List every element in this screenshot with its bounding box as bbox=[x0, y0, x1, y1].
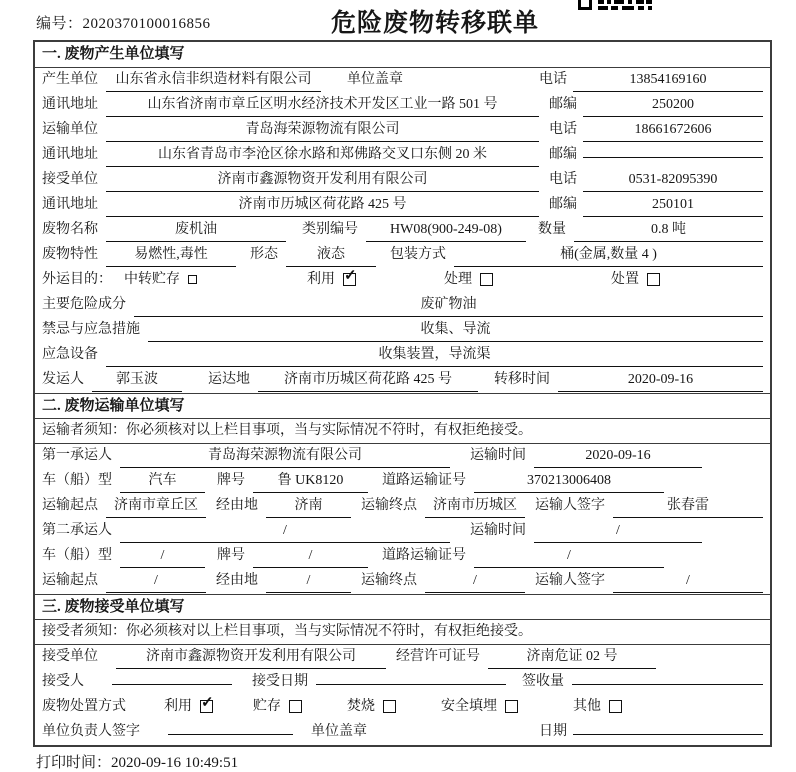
route-start-value: 济南市章丘区 bbox=[106, 494, 206, 518]
transporter-address-value: 山东省青岛市李沧区徐水路和郑佛路交叉口东侧 20 米 bbox=[106, 143, 539, 167]
carrier1-value: 青岛海荣源物流有限公司 bbox=[120, 444, 450, 468]
carrier1-label: 第一承运人 bbox=[42, 448, 112, 463]
option-label: 焚烧 bbox=[347, 699, 375, 714]
route2-row bbox=[35, 569, 770, 594]
transporter-address-row bbox=[35, 143, 770, 168]
option-label: 利用 bbox=[307, 272, 335, 287]
print-time bbox=[36, 751, 238, 772]
plate-label: 牌号 bbox=[217, 473, 245, 488]
route-end-label: 运输终点 bbox=[361, 573, 417, 588]
receiver-row bbox=[35, 168, 770, 193]
vehicle-type-value: / bbox=[120, 544, 205, 568]
section2-header: 二. 废物运输单位填写 bbox=[35, 393, 770, 419]
purpose-label: 外运目的： bbox=[42, 272, 112, 287]
recipient-label: 接受人 bbox=[42, 674, 84, 689]
option-label: 利用 bbox=[164, 699, 192, 714]
responsible-sign-label: 单位负责人签字 bbox=[42, 724, 140, 739]
producer-value: 山东省永信非织造材料有限公司 bbox=[106, 68, 321, 92]
plate-value: 鲁 UK8120 bbox=[253, 469, 368, 493]
route-via-value: 济南 bbox=[266, 494, 351, 518]
producer-address-row bbox=[35, 93, 770, 118]
transfer-time-label: 转移时间 bbox=[494, 372, 550, 387]
plate-label: 牌号 bbox=[217, 548, 245, 563]
carrier2-value: / bbox=[120, 519, 450, 543]
route-end-value: / bbox=[425, 569, 525, 593]
option-label: 处理 bbox=[444, 272, 472, 287]
carrier2-row bbox=[35, 519, 770, 544]
checkbox-icon bbox=[609, 700, 622, 713]
document-header bbox=[0, 0, 796, 40]
route1-row bbox=[35, 494, 770, 519]
plate-value: / bbox=[253, 544, 368, 568]
dest-value: 济南市历城区荷花路 425 号 bbox=[258, 368, 478, 392]
checkbox-icon bbox=[200, 700, 213, 713]
address-label: 通讯地址 bbox=[42, 147, 98, 162]
waste-form-value: 液态 bbox=[286, 243, 376, 267]
carrier-sign-value: / bbox=[613, 569, 763, 593]
serial-label: 编号： bbox=[36, 16, 83, 32]
business-permit-label: 经营许可证号 bbox=[396, 649, 480, 664]
waste-name-row bbox=[35, 218, 770, 243]
measures-value: 收集、导流 bbox=[148, 318, 763, 342]
receiver-notice-row bbox=[35, 620, 770, 645]
accept-date-label: 接受日期 bbox=[252, 674, 308, 689]
disposal-label: 废物处置方式 bbox=[42, 699, 126, 714]
page-title: 危险废物转移联单 bbox=[330, 10, 539, 37]
equipment-label: 应急设备 bbox=[42, 347, 98, 362]
waste-qty-label: 数量 bbox=[538, 222, 566, 237]
vehicle-type-label: 车（船）型 bbox=[42, 473, 112, 488]
producer-phone-group bbox=[539, 68, 763, 92]
waste-form-label: 形态 bbox=[250, 247, 278, 262]
checkbox-icon bbox=[480, 273, 493, 286]
carrier1-row bbox=[35, 444, 770, 469]
checkbox-icon bbox=[383, 700, 396, 713]
route-end-value: 济南市历城区 bbox=[425, 494, 525, 518]
hazard-value: 废矿物油 bbox=[134, 293, 763, 317]
option-label: 处置 bbox=[611, 272, 639, 287]
date-group bbox=[539, 720, 763, 743]
disposal-option-utilize bbox=[164, 695, 213, 718]
phone-label: 电话 bbox=[539, 72, 567, 87]
route-via-label: 经由地 bbox=[216, 498, 258, 513]
dispatch-label: 发运人 bbox=[42, 372, 84, 387]
disposal-option-store bbox=[253, 695, 302, 718]
transporter-phone-value: 18661672606 bbox=[583, 118, 763, 142]
manifest-form bbox=[33, 40, 772, 747]
route-via-label: 经由地 bbox=[216, 573, 258, 588]
waste-pack-value: 桶(金属,数量 4 ) bbox=[454, 243, 763, 267]
hazard-label: 主要危险成分 bbox=[42, 297, 126, 312]
address-label: 通讯地址 bbox=[42, 197, 98, 212]
producer-phone-value: 13854169160 bbox=[573, 68, 763, 92]
purpose-option-treat bbox=[444, 268, 493, 291]
road-permit-value: 370213006408 bbox=[474, 469, 664, 493]
signed-qty-label: 签收量 bbox=[522, 674, 564, 689]
receiver-zip-group bbox=[539, 193, 763, 217]
road-permit-label: 道路运输证号 bbox=[382, 548, 466, 563]
zip-label: 邮编 bbox=[549, 147, 577, 162]
producer-seal-label: 单位盖章 bbox=[347, 72, 403, 87]
measures-label: 禁忌与应急措施 bbox=[42, 322, 140, 337]
measures-row bbox=[35, 318, 770, 343]
waste-code-value: HW08(900-249-08) bbox=[366, 218, 526, 242]
zip-label: 邮编 bbox=[549, 197, 577, 212]
checkbox-icon bbox=[289, 700, 302, 713]
vehicle-type-value: 汽车 bbox=[120, 469, 205, 493]
purpose-option-utilize bbox=[307, 268, 356, 291]
phone-label: 电话 bbox=[549, 172, 577, 187]
purpose-option-dispose bbox=[611, 268, 660, 291]
date-value bbox=[573, 734, 763, 735]
waste-traits-value: 易燃性,毒性 bbox=[106, 243, 236, 267]
route-start-label: 运输起点 bbox=[42, 573, 98, 588]
dispatch-value: 郭玉波 bbox=[92, 368, 182, 392]
equipment-row bbox=[35, 343, 770, 368]
vehicle2-row bbox=[35, 544, 770, 569]
accepting-unit-value: 济南市鑫源物资开发利用有限公司 bbox=[116, 645, 386, 669]
transporter-phone-group bbox=[539, 118, 763, 142]
producer-row bbox=[35, 68, 770, 93]
accepting-unit-row bbox=[35, 645, 770, 670]
transport-time-value: 2020-09-16 bbox=[534, 444, 702, 468]
route-end-label: 运输终点 bbox=[361, 498, 417, 513]
print-time-value: 2020-09-16 10:49:51 bbox=[111, 755, 239, 771]
receiver-zip-value: 250101 bbox=[583, 193, 763, 217]
responsible-sign-value bbox=[168, 734, 293, 735]
road-permit-label: 道路运输证号 bbox=[382, 473, 466, 488]
disposal-option-other bbox=[573, 695, 622, 718]
transporter-label: 运输单位 bbox=[42, 122, 98, 137]
section3-header: 三. 废物接受单位填写 bbox=[35, 594, 770, 620]
qr-code-icon bbox=[578, 0, 652, 10]
transport-time-label: 运输时间 bbox=[470, 448, 526, 463]
route-start-label: 运输起点 bbox=[42, 498, 98, 513]
waste-qty-value: 0.8 吨 bbox=[574, 218, 763, 242]
phone-label: 电话 bbox=[549, 122, 577, 137]
disposal-option-landfill bbox=[441, 695, 518, 718]
transporter-row bbox=[35, 118, 770, 143]
option-label: 贮存 bbox=[253, 699, 281, 714]
receiver-label: 接受单位 bbox=[42, 172, 98, 187]
date-label: 日期 bbox=[539, 724, 567, 739]
recipient-value bbox=[112, 684, 232, 685]
producer-zip-value: 250200 bbox=[583, 93, 763, 117]
carrier-sign-label: 运输人签字 bbox=[535, 498, 605, 513]
option-label: 中转贮存 bbox=[124, 272, 180, 287]
checkbox-icon bbox=[188, 275, 197, 284]
producer-label: 产生单位 bbox=[42, 72, 98, 87]
receiver-address-row bbox=[35, 193, 770, 218]
checkbox-icon bbox=[343, 273, 356, 286]
waste-name-value: 废机油 bbox=[106, 218, 286, 242]
carrier-sign-label: 运输人签字 bbox=[535, 573, 605, 588]
transporter-notice-text: 运输者须知：你必须核对以上栏目事项，当与实际情况不符时，有权拒绝接受。 bbox=[42, 423, 532, 438]
transport-time-label: 运输时间 bbox=[470, 523, 526, 538]
receiver-phone-group bbox=[539, 168, 763, 192]
waste-traits-row bbox=[35, 243, 770, 268]
option-label: 安全填埋 bbox=[441, 699, 497, 714]
accepting-unit-label: 接受单位 bbox=[42, 649, 98, 664]
dispatch-row bbox=[35, 368, 770, 393]
transporter-value: 青岛海荣源物流有限公司 bbox=[106, 118, 539, 142]
equipment-value: 收集装置，导流渠 bbox=[106, 343, 763, 367]
waste-code-label: 类别编号 bbox=[302, 222, 358, 237]
producer-address-value: 山东省济南市章丘区明水经济技术开发区工业一路 501 号 bbox=[106, 93, 539, 117]
road-permit-value: / bbox=[474, 544, 664, 568]
transfer-time-value: 2020-09-16 bbox=[558, 368, 763, 392]
signed-qty-value bbox=[572, 684, 763, 685]
waste-traits-label: 废物特性 bbox=[42, 247, 98, 262]
receiver-value: 济南市鑫源物资开发利用有限公司 bbox=[106, 168, 539, 192]
carrier-sign-value: 张春雷 bbox=[613, 494, 763, 518]
checkbox-icon bbox=[505, 700, 518, 713]
vehicle1-row bbox=[35, 469, 770, 494]
responsible-sign-row bbox=[35, 720, 770, 745]
purpose-row bbox=[35, 268, 770, 293]
vehicle-type-label: 车（船）型 bbox=[42, 548, 112, 563]
receiver-address-value: 济南市历城区荷花路 425 号 bbox=[106, 193, 539, 217]
transporter-zip-group bbox=[539, 143, 763, 166]
waste-pack-label: 包装方式 bbox=[390, 247, 446, 262]
disposal-option-incinerate bbox=[347, 695, 396, 718]
waste-name-label: 废物名称 bbox=[42, 222, 98, 237]
transport-time-value: / bbox=[534, 519, 702, 543]
option-label: 其他 bbox=[573, 699, 601, 714]
accept-date-value bbox=[316, 684, 506, 685]
zip-label: 邮编 bbox=[549, 97, 577, 112]
carrier2-label: 第二承运人 bbox=[42, 523, 112, 538]
transporter-notice-row bbox=[35, 419, 770, 444]
purpose-option-transfer-storage bbox=[124, 268, 197, 291]
disposal-row bbox=[35, 695, 770, 720]
checkbox-icon bbox=[647, 273, 660, 286]
print-time-label: 打印时间： bbox=[36, 755, 112, 771]
receiver-notice-text: 接受者须知：你必须核对以上栏目事项，当与实际情况不符时，有权拒绝接受。 bbox=[42, 624, 532, 639]
route-via-value: / bbox=[266, 569, 351, 593]
hazard-row bbox=[35, 293, 770, 318]
producer-zip-group bbox=[539, 93, 763, 117]
business-permit-value: 济南危证 02 号 bbox=[488, 645, 656, 669]
receiver-phone-value: 0531-82095390 bbox=[583, 168, 763, 192]
serial-value: 2020370100016856 bbox=[82, 16, 211, 32]
section1-header: 一. 废物产生单位填写 bbox=[35, 42, 770, 68]
address-label: 通讯地址 bbox=[42, 97, 98, 112]
dest-label: 运达地 bbox=[208, 372, 250, 387]
route-start-value: / bbox=[106, 569, 206, 593]
recipient-row bbox=[35, 670, 770, 695]
unit-seal-label: 单位盖章 bbox=[311, 724, 367, 739]
transporter-zip-value bbox=[583, 157, 763, 158]
